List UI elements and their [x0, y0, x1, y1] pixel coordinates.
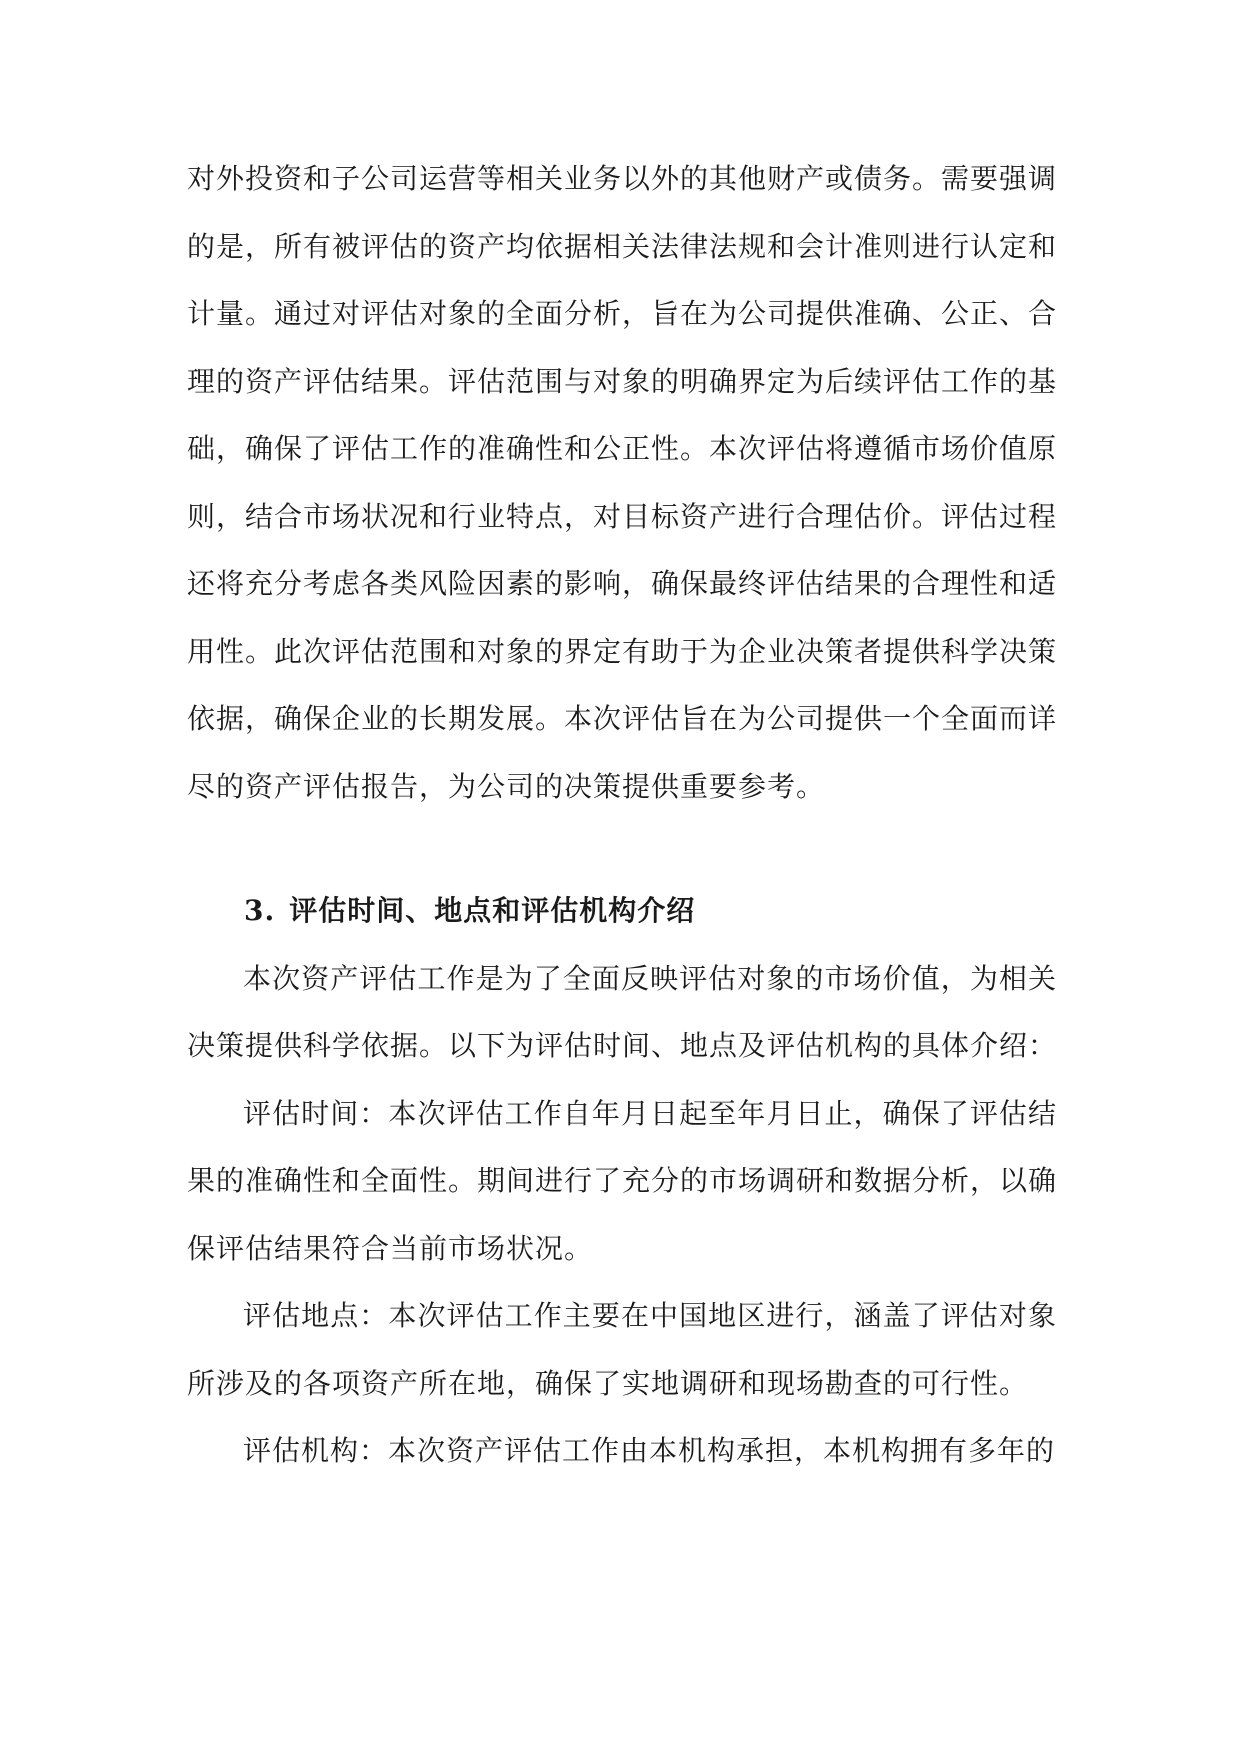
section-number: 3. [244, 894, 276, 927]
paragraph-evaluation-agency: 评估机构：本次资产评估工作由本机构承担，本机构拥有多年的 [243, 1434, 1056, 1467]
paragraph-evaluation-location: 评估地点：本次评估工作主要在中国地区进行，涵盖了评估对象所涉及的各项资产所在地，确保了实地调研和现场勘查的可行性。 [187, 1299, 1057, 1400]
section-title: 评估时间、地点和评估机构介绍 [289, 894, 696, 927]
paragraph-intro: 本次资产评估工作是为了全面反映评估对象的市场价值，为相关决策提供科学依据。以下为评估时间、地点及评估机构的具体介绍： [187, 961, 1058, 1062]
paragraph-evaluation-time: 评估时间：本次评估工作自年月日起至年月日止，确保了评估结果的准确性和全面性。期间进行了充分的市场调研和数据分析，以确保评估结果符合当前市场状况。 [187, 1096, 1058, 1265]
section-gap [187, 820, 1057, 877]
section-heading [187, 877, 1057, 945]
document-body [187, 145, 1057, 1485]
paragraph-continued: 对外投资和子公司运营等相关业务以外的其他财产或债务。需要强调的是，所有被评估的资产均依据相关法律法规和会计准则进行认定和计量。通过对评估对象的全面分析，旨在为公司提供准确、公正、合理的资产评估结果。评估范围与对象的明确界定为后续评估工作的基础，确保了评估工作的准确性和公正性。本次评估将遵循市场价值原则，结合市场状况和行业特点，对目标资产进行合理估价。评估过程还将充分考虑各类风险因素的影响，确保最终评估结果的合理性和适用性。此次评估范围和对象的界定有助于为企业决策者提供科学决策依据，确保企业的长期发展。本次评估旨在为公司提供一个全面而详尽的资产评估报告，为公司的决策提供重要参考。 [187, 162, 1058, 803]
